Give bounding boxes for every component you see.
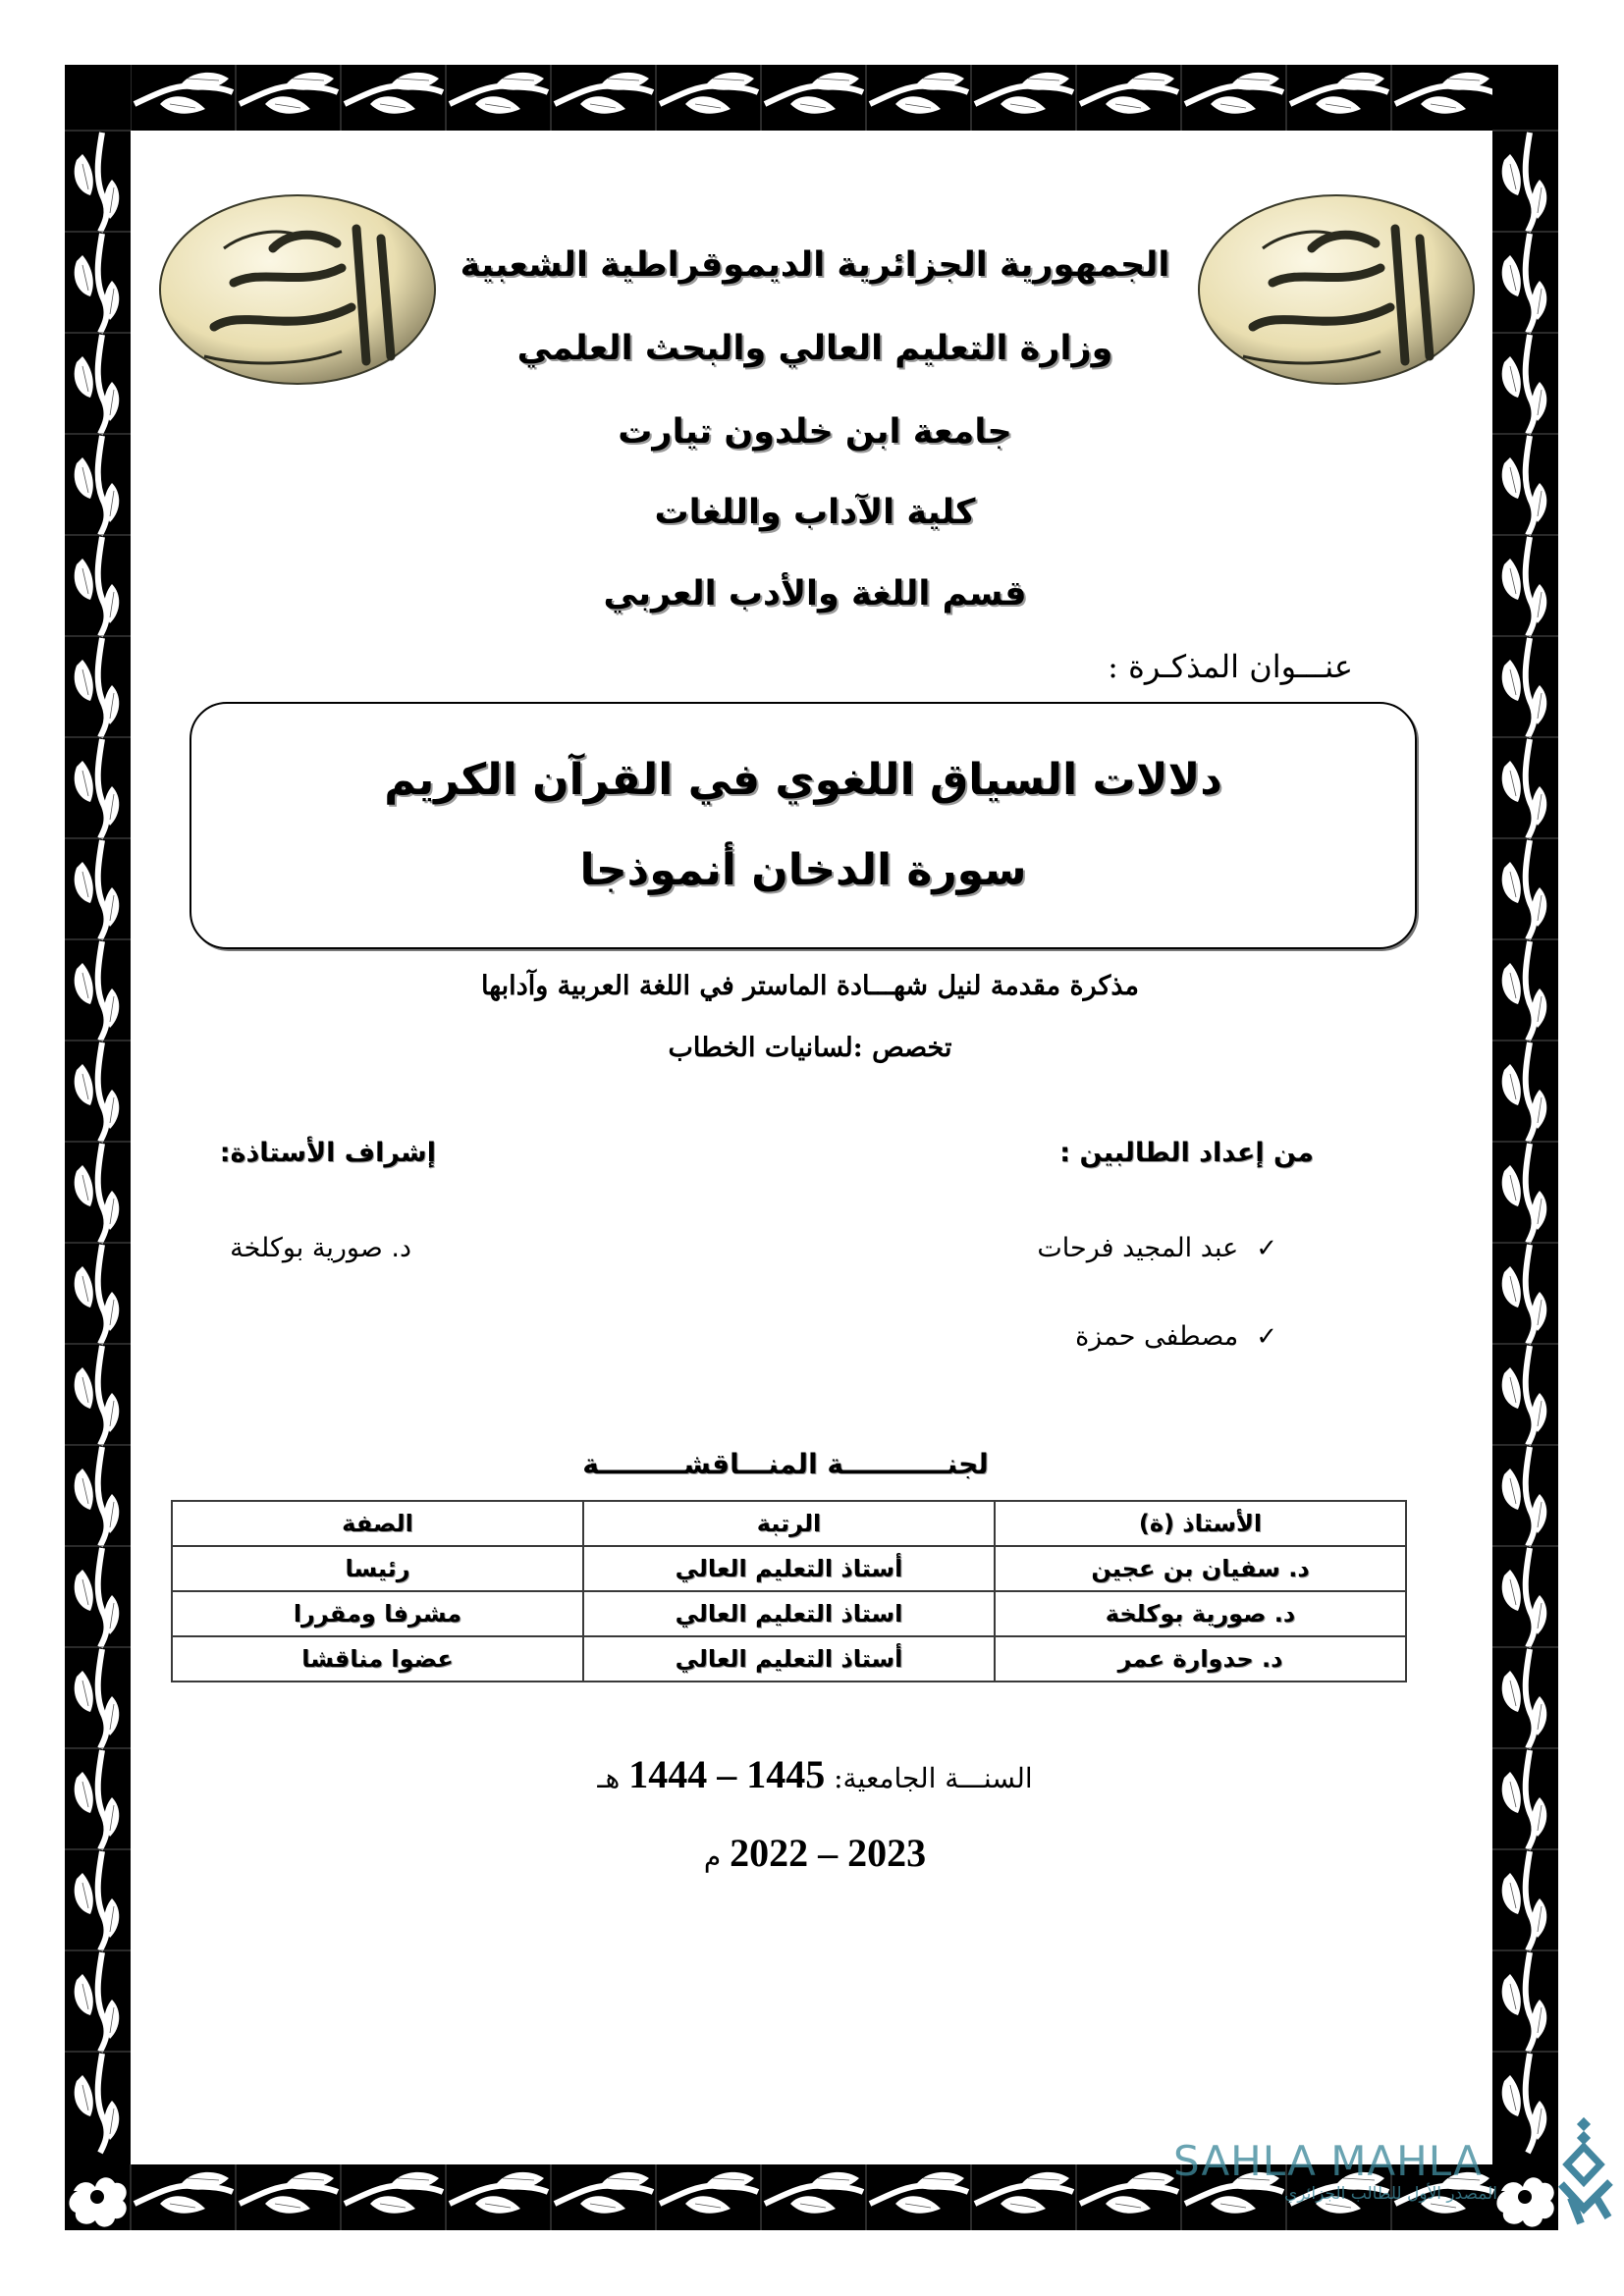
committee-table: [171, 1500, 1407, 1682]
university-name: جامعة ابن خلدون تيارت: [618, 412, 1012, 452]
student-item: [1037, 1229, 1277, 1268]
university-logo-left: [155, 189, 440, 391]
table-row: [172, 1636, 1406, 1682]
gregorian-suffix: م: [703, 1841, 722, 1873]
degree-statement: مذكرة مقدمة لنيل شهـــادة الماستر في اللغة العربية وآدابها: [481, 971, 1139, 1001]
border-left-band: [65, 65, 131, 2230]
member-role: مشرفا ومقررا: [172, 1591, 583, 1636]
gregorian-years: 2022 – 2023: [730, 1831, 927, 1875]
member-role: عضوا مناقشا: [172, 1636, 583, 1682]
memo-subtitle: سورة الدخان أنموذجا: [579, 845, 1027, 895]
table-header-row: [172, 1501, 1406, 1546]
watermark-brand: SAHLA MAHLA: [1173, 2137, 1483, 2185]
country-name: الجمهورية الجزائرية الديموقراطية الشعبية: [460, 245, 1170, 285]
students-label: من إعداد الطالبين :: [1059, 1138, 1314, 1168]
member-name: د. صورية بوكلخة: [995, 1591, 1406, 1636]
student-name: مصطفى حمزة: [1075, 1321, 1239, 1352]
column-header: الأستاذ (ة): [995, 1501, 1406, 1546]
vine-ornament-icon: [65, 65, 1558, 131]
member-name: د. سفيان بن عجين: [995, 1546, 1406, 1591]
watermark: [1173, 2137, 1566, 2205]
university-logo-right: [1194, 189, 1479, 391]
member-role: رئيسا: [172, 1546, 583, 1591]
member-name: د. حدوارة عمر: [995, 1636, 1406, 1682]
vine-ornament-icon: [1492, 65, 1558, 2230]
hijri-suffix: هـ: [597, 1762, 621, 1794]
memo-title: دلالات السياق اللغوي في القرآن الكريم: [384, 755, 1222, 805]
member-rank: استاذ التعليم العالي: [583, 1591, 995, 1636]
student-name: عبد المجيد فرحات: [1037, 1233, 1239, 1263]
member-rank: أستاذ التعليم العالي: [583, 1636, 995, 1682]
hijri-years: 1444 – 1445: [628, 1752, 826, 1796]
supervisor-label: إشراف الأستاذة:: [219, 1138, 436, 1168]
academic-year-gregorian: [491, 1828, 1139, 1883]
checkmark-icon: ✓: [1256, 1322, 1277, 1352]
member-rank: أستاذ التعليم العالي: [583, 1546, 995, 1591]
border-right-band: [1492, 65, 1558, 2230]
memo-title-box: [189, 702, 1417, 949]
faculty-name: كلية الآداب واللغات: [654, 493, 976, 532]
academic-year-hijri: [491, 1749, 1139, 1804]
column-header: الصفة: [172, 1501, 583, 1546]
specialization: تخصص :لسانيات الخطاب: [668, 1033, 952, 1063]
student-item: [1075, 1317, 1277, 1357]
table-row: [172, 1546, 1406, 1591]
checkmark-icon: ✓: [1256, 1234, 1277, 1263]
supervisor-name: د. صورية بوكلخة: [230, 1233, 411, 1263]
vine-ornament-icon: [65, 65, 131, 2230]
border-top-band: [65, 65, 1558, 131]
department-name: قسم اللغة والأدب العربي: [603, 574, 1027, 614]
academic-year-label: السنـــة الجامعية:: [834, 1762, 1033, 1794]
ministry-name: وزارة التعليم العالي والبحث العلمي: [516, 329, 1113, 368]
memo-title-label: عنـــوان المذكـرة :: [1108, 648, 1353, 685]
watermark-logo-icon: [1551, 2115, 1618, 2233]
watermark-tagline: المصدر الأول للطالب الجزائري: [1284, 2184, 1497, 2204]
column-header: الرتبة: [583, 1501, 995, 1546]
committee-title: لجنـــــــــــة المنـــاقشـــــــــة: [582, 1448, 989, 1480]
table-row: [172, 1591, 1406, 1636]
